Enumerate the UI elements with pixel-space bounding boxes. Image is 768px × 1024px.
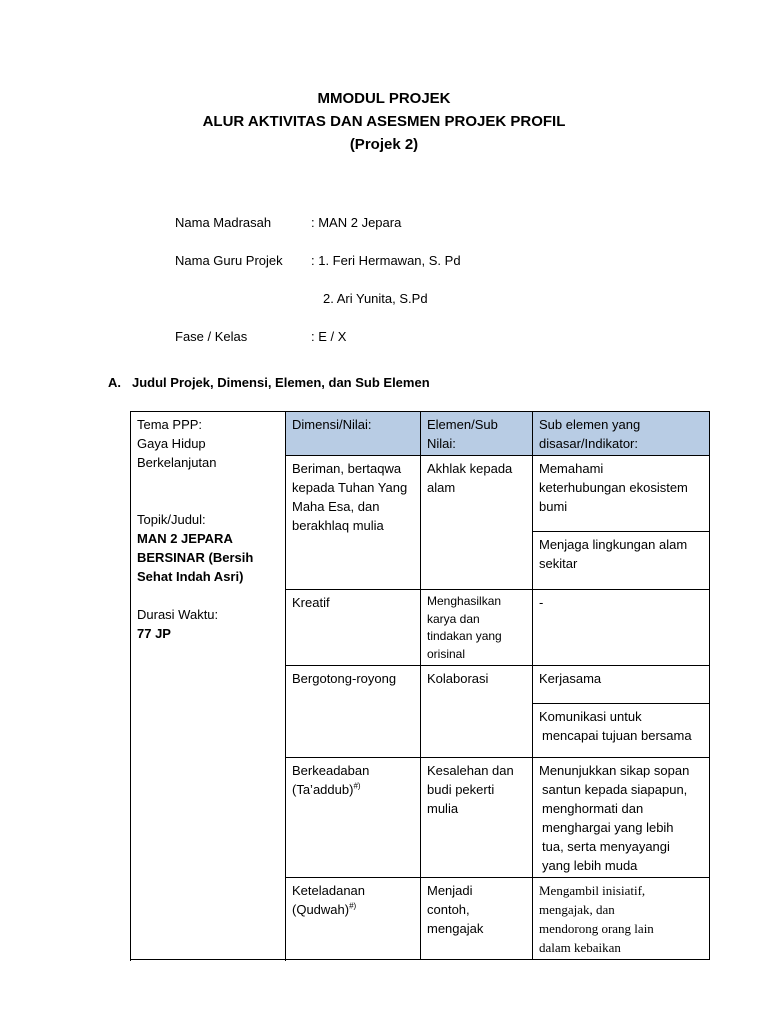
sub-elemen-text: Menjaga lingkungan alam: [539, 537, 688, 552]
tema-value: Gaya Hidup: [137, 436, 206, 451]
sub-elemen-cell: [533, 878, 710, 960]
sub-elemen-text: yang lebih muda: [542, 858, 638, 873]
project-table: [130, 411, 710, 960]
sub-elemen-cell: [533, 666, 710, 704]
madrasah-label: Nama Madrasah: [175, 215, 272, 230]
dimensi-text: Bergotong-royong: [292, 671, 397, 686]
sub-elemen-text: -: [539, 595, 544, 610]
elemen-cell: [421, 758, 533, 878]
sub-elemen-cell: [533, 590, 710, 666]
sub-elemen-text: Memahami: [539, 461, 604, 476]
footnote-marker: #): [353, 781, 361, 791]
topik-value: BERSINAR (Bersih: [137, 550, 254, 565]
elemen-text: karya dan: [427, 611, 480, 626]
sub-elemen-text: mencapai tujuan bersama: [542, 728, 692, 743]
sub-elemen-text: Mengambil inisiatif,: [539, 883, 646, 898]
guru-value-1: : 1. Feri Hermawan, S. Pd: [311, 253, 461, 268]
elemen-text: Menjadi: [427, 883, 473, 898]
header-sub-label: disasar/Indikator:: [539, 436, 638, 451]
sub-elemen-text: tua, serta menyayangi: [542, 839, 670, 854]
sub-elemen-text: keterhubungan ekosistem: [539, 480, 688, 495]
header-sub-elemen: [533, 412, 710, 456]
durasi-value: 77 JP: [137, 626, 171, 641]
dimensi-text: Maha Esa, dan: [292, 499, 380, 514]
dimensi-cell: [286, 590, 421, 666]
header-elemen-label: Elemen/Sub: [427, 417, 498, 432]
project-number: (Projek 2): [349, 136, 419, 153]
guru-value-2: 2. Ari Yunita, S.Pd: [323, 291, 428, 306]
document-subtitle: ALUR AKTIVITAS DAN ASESMEN PROJEK PROFIL: [202, 113, 566, 130]
elemen-cell: [421, 590, 533, 666]
topik-label: Topik/Judul:: [137, 512, 206, 527]
header-dimensi: [286, 412, 421, 456]
project-summary-cell: [131, 412, 286, 960]
elemen-text: Kesalehan dan: [427, 763, 514, 778]
guru-label: Nama Guru Projek: [175, 253, 283, 268]
sub-elemen-cell: [533, 758, 710, 878]
dimensi-text: (Ta’addub): [292, 782, 354, 797]
sub-elemen-text: mendorong orang lain: [539, 921, 654, 936]
header-sub-label: Sub elemen yang: [539, 417, 641, 432]
header-elemen-label: Nilai:: [427, 436, 456, 451]
sub-elemen-text: bumi: [539, 499, 568, 514]
elemen-text: tindakan yang: [427, 629, 502, 643]
table-header-row: [131, 412, 710, 456]
elemen-text: alam: [427, 480, 456, 495]
sub-elemen-text: mengajak, dan: [539, 902, 615, 917]
elemen-text: Menghasilkan: [427, 594, 502, 608]
elemen-cell: [421, 456, 533, 590]
section-a-heading: [108, 374, 430, 392]
dimensi-text: Kreatif: [292, 595, 330, 610]
dimensi-cell: [286, 758, 421, 878]
topik-value: Sehat Indah Asri): [137, 569, 244, 584]
section-a-title: Judul Projek, Dimensi, Elemen, dan Sub Elemen: [132, 375, 430, 390]
sub-elemen-text: menghormati dan: [542, 801, 644, 816]
sub-elemen-cell: [533, 704, 710, 758]
dimensi-text: Berkeadaban: [292, 763, 370, 778]
dimensi-cell: [286, 666, 421, 758]
elemen-text: mulia: [427, 801, 459, 816]
topik-value: MAN 2 JEPARA: [137, 531, 233, 546]
madrasah-value: : MAN 2 Jepara: [311, 215, 402, 230]
footnote-marker: #): [349, 901, 357, 911]
sub-elemen-text: menghargai yang lebih: [542, 820, 674, 835]
header-dimensi-label: Dimensi/Nilai:: [292, 417, 372, 432]
sub-elemen-text: dalam kebaikan: [539, 940, 621, 955]
elemen-text: contoh,: [427, 902, 470, 917]
document-title: MMODUL PROJEK: [317, 90, 451, 107]
sub-elemen-cell: [533, 456, 710, 532]
sub-elemen-cell: [533, 532, 710, 590]
dimensi-text: berakhlaq mulia: [292, 518, 384, 533]
dimensi-cell: [286, 456, 421, 590]
sub-elemen-text: Kerjasama: [539, 671, 602, 686]
dimensi-text: Beriman, bertaqwa: [292, 461, 402, 476]
sub-elemen-text: sekitar: [539, 556, 578, 571]
elemen-text: Akhlak kepada: [427, 461, 513, 476]
elemen-cell: [421, 878, 533, 960]
section-a-letter: A.: [108, 375, 121, 390]
tema-value: Berkelanjutan: [137, 455, 217, 470]
elemen-text: budi pekerti: [427, 782, 495, 797]
sub-elemen-text: santun kepada siapapun,: [542, 782, 688, 797]
dimensi-cell: [286, 878, 421, 960]
tema-label: Tema PPP:: [137, 417, 203, 432]
fase-label: Fase / Kelas: [175, 329, 248, 344]
elemen-cell: [421, 666, 533, 758]
elemen-text: Kolaborasi: [427, 671, 489, 686]
dimensi-text: kepada Tuhan Yang: [292, 480, 408, 495]
sub-elemen-text: Komunikasi untuk: [539, 709, 642, 724]
durasi-label: Durasi Waktu:: [137, 607, 219, 622]
dimensi-text: (Qudwah): [292, 902, 350, 917]
dimensi-text: Keteladanan: [292, 883, 366, 898]
elemen-text: orisinal: [427, 646, 466, 661]
elemen-text: mengajak: [427, 921, 484, 936]
fase-value: : E / X: [311, 329, 347, 344]
sub-elemen-text: Menunjukkan sikap sopan: [539, 763, 690, 778]
header-elemen: [421, 412, 533, 456]
